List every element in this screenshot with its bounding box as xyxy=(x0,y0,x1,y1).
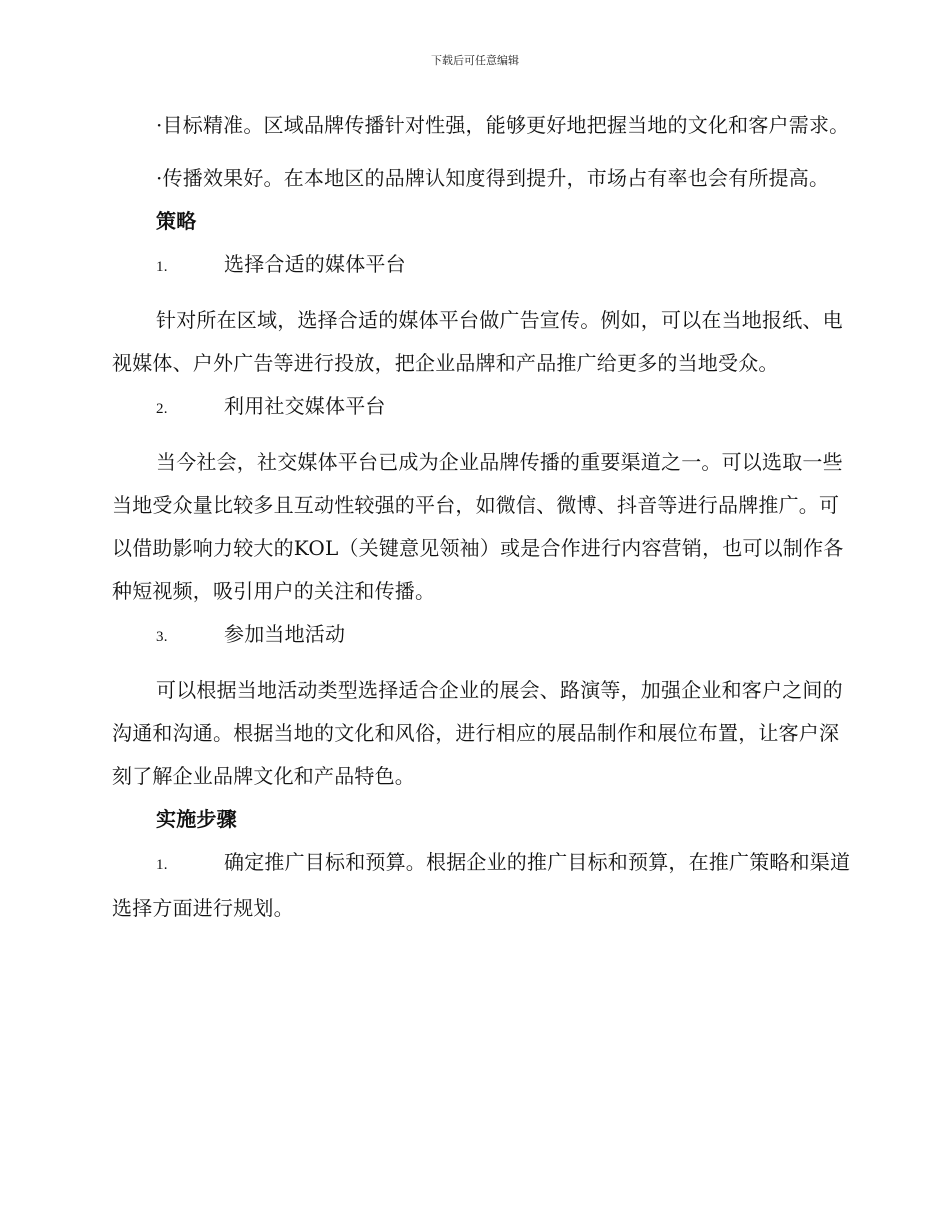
list-title: 利用社交媒体平台 xyxy=(224,394,386,418)
list-number: 1. xyxy=(156,857,168,873)
strategy-item-2-title xyxy=(112,385,852,431)
header-note: 下载后可任意编辑 xyxy=(431,54,519,67)
step-text: 确定推广目标和预算。根据企业的推广目标和预算，在推广策略和渠道选择方面进行规划。 xyxy=(112,850,851,920)
strategy-item-1-title xyxy=(112,243,852,289)
section-heading-strategy: 策略 xyxy=(156,209,197,233)
list-title: 选择合适的媒体平台 xyxy=(224,252,406,276)
strategy-item-1-text: 针对所在区域，选择合适的媒体平台做广告宣传。例如，可以在当地报纸、电视媒体、户外广告等进行投放，把企业品牌和产品推广给更多的当地受众。 xyxy=(112,308,843,375)
document-body xyxy=(112,104,852,930)
section-heading-steps: 实施步骤 xyxy=(156,807,237,831)
strategy-item-2-text: 当今社会，社交媒体平台已成为企业品牌传播的重要渠道之一。可以选取一些当地受众量比较多且互动性较强的平台，如微信、微博、抖音等进行品牌推广。可以借助影响力较大的KOL（关键意见领袖）或是合作进行内容营销，也可以制作各种短视频，吸引用户的关注和传播。 xyxy=(112,450,844,603)
advantage-paragraph: ·传播效果好。在本地区的品牌认知度得到提升，市场占有率也会有所提高。 xyxy=(156,166,830,190)
list-number: 2. xyxy=(156,401,168,417)
advantage-paragraph: ·目标精准。区域品牌传播针对性强，能够更好地把握当地的文化和客户需求。 xyxy=(156,113,850,137)
step-item-1 xyxy=(112,841,852,930)
list-title: 参加当地活动 xyxy=(224,622,346,646)
list-number: 1. xyxy=(156,259,168,275)
list-number: 3. xyxy=(156,629,168,645)
strategy-item-3-title xyxy=(112,613,852,659)
strategy-item-3-text: 可以根据当地活动类型选择适合企业的展会、路演等，加强企业和客户之间的沟通和沟通。根据当地的文化和风俗，进行相应的展品制作和展位布置，让客户深刻了解企业品牌文化和产品特色。 xyxy=(112,678,843,788)
